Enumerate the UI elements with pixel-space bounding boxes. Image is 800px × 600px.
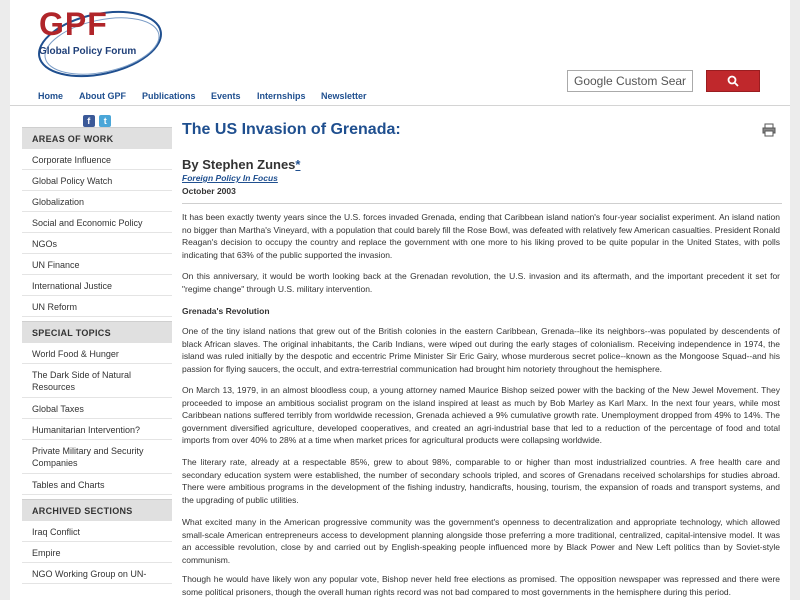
article-paragraph-3: One of the tiny island nations that grew out of the British colonies in the eastern Caribbean, Grenada--like its neighbors--was populated by descendents of black African slaves. The original inhabitants, the Carib Indians, were wiped out during the early stages of colonialism. Receiving independence in 1974, the island was ruled initially by the despotic and eccentric Prime Minister Sir Eric Gairy, whose murderous secret police--known as the Mongoose Squad--and his passion for flying saucers, the occult, and extra-terrestrial communication had brought him notoriety throughout the hemisphere. [182,326,780,374]
twitter-icon[interactable]: t [99,115,111,127]
page [10,0,790,600]
sidebar-item-un-finance[interactable]: UN Finance [22,254,172,275]
gpf-logo[interactable] [32,6,172,86]
article-paragraph-6: What excited many in the American progressive community was the government's openness to decentralization and appropriate technology, which allowed small-scale American entrepreneurs access to development planning alongside those preferring a more traditional, centralized, capital-intensive model. It was an accessible revolution, close by and carried out by English-speaking people influenced more by Black Power and New Left politics than by Soviet-style communism. [182,517,780,565]
sidebar [22,107,172,600]
divider [182,203,782,204]
article [182,107,782,600]
article-subheading: Grenada's Revolution [182,306,270,316]
nav-newsletter[interactable]: Newsletter [321,91,367,101]
sidebar-item-tables-charts[interactable]: Tables and Charts [22,474,172,495]
sidebar-item-ngos[interactable]: NGOs [22,233,172,254]
logo-tagline: Global Policy Forum [39,46,137,57]
sidebar-item-dark-side-natural-resources[interactable]: The Dark Side of Natural Resources [22,364,172,398]
sidebar-item-private-military-security[interactable]: Private Military and Security Companies [22,440,172,474]
article-source-link[interactable]: Foreign Policy In Focus [182,173,278,183]
facebook-icon[interactable]: f [83,115,95,127]
sidebar-item-empire[interactable]: Empire [22,542,172,563]
logo-wordmark: GPF [39,6,108,42]
article-paragraph-2: On this anniversary, it would be worth looking back at the Grenadan revolution, the U.S. invasion and its aftermath, and the important precedent it set for "regime change" through U.S. military intervention. [182,271,780,294]
social-links [22,107,172,127]
sidebar-item-global-policy-watch[interactable]: Global Policy Watch [22,170,172,191]
sidebar-item-international-justice[interactable]: International Justice [22,275,172,296]
nav-publications[interactable]: Publications [142,91,196,101]
sidebar-item-un-reform[interactable]: UN Reform [22,296,172,317]
sidebar-item-corporate-influence[interactable]: Corporate Influence [22,149,172,170]
main-nav [10,86,790,106]
article-paragraph-7: Though he would have likely won any popular vote, Bishop never held free elections as promised. The opposition newspaper was repressed and there were some political prisoners, though the overall human rights record was not bad compared to most governments in the hemisphere during this period. [182,574,780,597]
article-author [182,157,300,172]
article-paragraph-4: On March 13, 1979, in an almost bloodless coup, a young attorney named Maurice Bishop seized power with the backing of the New Jewel Movement. They proceeded to impose an ambitious socialist program on the island inspired at least as much by Bob Marley as Karl Marx. In the next four years, while most Caribbean nations suffered terribly from worldwide recession, Grenada achieved a 9% cumulative growth rate. Unemployment dropped from 49% to 14%. The government diversified agriculture, developed cooperatives, and created an agri-industrial base that led to a reduction of the percentage of food and total imports from over 40% to 28% at a time when market prices for agricultural products were collapsing worldwide. [182,385,780,445]
nav-home[interactable]: Home [38,91,64,101]
sidebar-item-humanitarian-intervention[interactable]: Humanitarian Intervention? [22,419,172,440]
nav-internships[interactable]: Internships [257,91,306,101]
sidebar-item-globalization[interactable]: Globalization [22,191,172,212]
print-icon[interactable] [762,123,776,137]
areas-of-work-heading: AREAS OF WORK [22,127,172,149]
sidebar-item-world-food-hunger[interactable]: World Food & Hunger [22,343,172,364]
article-paragraph-5: The literary rate, already at a respectable 85%, grew to about 98%, comparable to or higher than most industrialized countries. A free health care and secondary education system were established, the number of secondary schools tripled, and scores of Grenadans received scholarships for studies abroad. There were ambitious programs in the development of the fishing industry, handicrafts, housing, tourism, the expansion of roads and transport systems, and the upgrading of public utilities. [182,457,780,505]
author-note-link[interactable]: * [295,157,301,172]
article-paragraph-1: It has been exactly twenty years since the U.S. forces invaded Grenada, ending that Caribbean island nation's four-year socialist experiment. An island nation no bigger than Martha's Vineyard, with a population that could barely fill the Rose Bowl, was defeated with relatively few American casualties. President Ronald Reagan's decision to occupy the country and replace the government with one more to his liking proved to be quite popular in the United States, with polls indicating that 63% of the public supported the invasion. [182,212,780,260]
sidebar-item-iraq-conflict[interactable]: Iraq Conflict [22,521,172,542]
nav-events[interactable]: Events [211,91,241,101]
article-title: The US Invasion of Grenada: [182,121,401,138]
sidebar-item-social-economic-policy[interactable]: Social and Economic Policy [22,212,172,233]
archived-sections-heading: ARCHIVED SECTIONS [22,499,172,521]
author-name: By Stephen Zunes [182,157,296,172]
article-date: October 2003 [182,186,236,196]
sidebar-item-global-taxes[interactable]: Global Taxes [22,398,172,419]
nav-about-gpf[interactable]: About GPF [79,91,126,101]
sidebar-item-ngo-working-group[interactable]: NGO Working Group on UN- [22,563,172,584]
special-topics-heading: SPECIAL TOPICS [22,321,172,343]
